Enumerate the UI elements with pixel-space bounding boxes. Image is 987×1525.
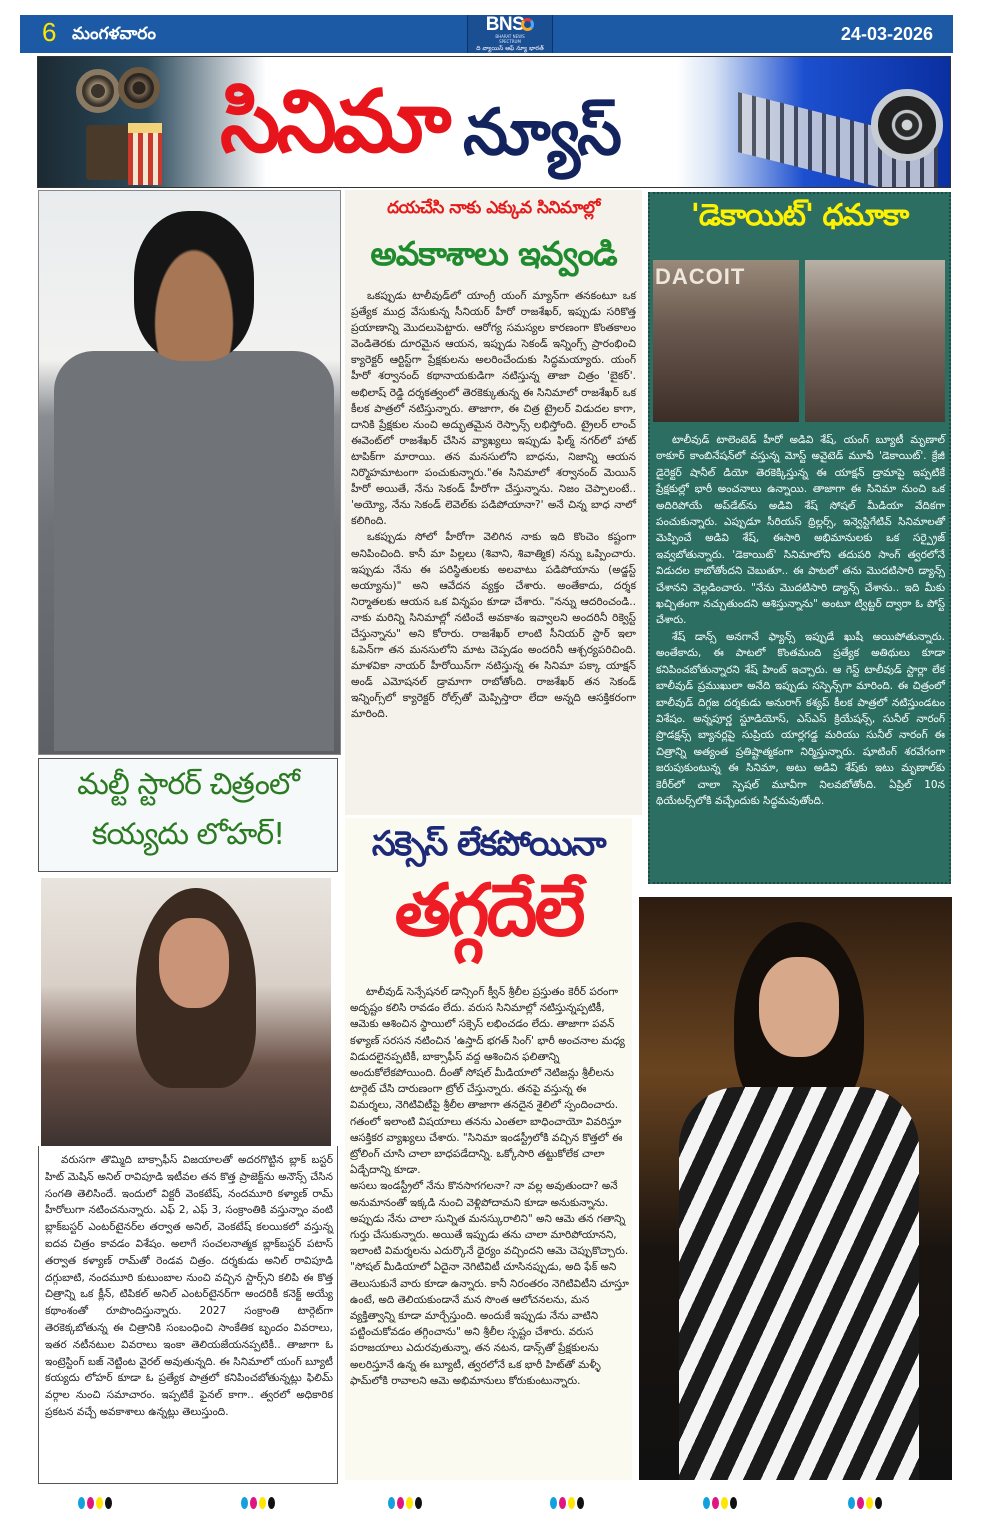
paragraph: అసలు ఇండస్ట్రీలో నేను కొనసాగగలనా? నా వల్ల అవుతుందా? అనే అనుమానంతో ఇక్కడి నుంచి వెళ్లిపోదామని కూడా అనుకున్నాను. అప్పుడు నేను చాలా సున్నిత మనస్కురాలిని" అని ఆమె తన గతాన్ని గుర్తు చేసుకున్నారు. అయితే ఇప్పుడు తను చాలా మారిపోయానని, ఇలాంటి విమర్శలను ఎదుర్కొనే ధైర్యం వచ్చిందని ఆమె చెప్పుకొచ్చారు. "సోషల్ మీడియాలో ఏదైనా నెగిటివిటీ చూసినప్పుడు, అది ఫేక్ అని తెలుసుకునే వారు కూడా ఉన్నారు. కానీ నిరంతరం నెగిటివిటీని చూస్తూ ఉంటే, అది తెలియకుండానే మన సొంత ఆలోచనలను, మన వ్యక్తిత్వాన్ని కూడా మార్చేస్తుంది. అందుకే ఇప్పుడు నేను వాటిని పట్టించుకోవడం తగ్గించాను" అని శ్రీలీల స్పష్టం చేశారు. వరుస పరాజయాలు ఎదురవుతున్నా, తన నటన, డాన్స్‌తో ప్రేక్షకులను అలరిస్తూనే ఉన్న ఈ బ్యూటీ, త్వరలోనే ఒక భారీ హిట్‌తో మళ్ళీ ఫామ్‌లోకి రావాలని ఆమె అభిమానులు కోరుకుంటున్నారు. <box>350 1180 629 1387</box>
paragraph: ఒకప్పుడు సోలో హీరోగా వెలిగిన నాకు ఇది కొంచెం కష్టంగా అనిపించింది. కానీ మా పిల్లలు (శివాని, శివాత్మిక) నన్ను ఒప్పించారు. ఇప్పుడు నేను ఈ పరిస్థితులకు అలవాటు పడిపోయాను (అడ్జస్ట్ అయ్యాను)" అని ఆవేదన వ్యక్తం చేశారు. అంతేకాదు, దర్శక నిర్మాతలకు ఆయన ఒక విన్నపం కూడా చేశారు. "నన్ను ఆదరించండి.. నాకు మరిన్ని సినిమాల్లో నటించే అవకాశం ఇవ్వాలని అందరినీ రిక్వెస్ట్ చేస్తున్నాను" అని కోరారు. రాజశేఖర్ లాంటి సీనియర్ స్టార్ ఇలా ఓపెన్‌గా తన మనసులోని మాట చెప్పడం అందరినీ ఆశ్చర్యపరిచింది. మాళవికా నాయర్ హీరోయిన్‌గా నటిస్తున్న ఈ సినిమా పక్కా యాక్షన్ అండ్ ఎమోషనల్ డ్రామాగా రాబోతోంది. రాజశేఖర్ తన సెకండ్ ఇన్నింగ్స్‌లో క్యారెక్టర్ రోల్స్‌తో మెప్పిస్తారా లేదా అన్నది ఆసక్తికరంగా మారింది. <box>351 531 636 721</box>
registration-marks <box>848 1497 882 1509</box>
article-body <box>351 288 636 723</box>
dacoit-still-photo <box>805 260 945 422</box>
article-body <box>350 984 630 1389</box>
popcorn-icon <box>128 123 162 185</box>
article-headline: 'డెకాయిట్' ధమాకా <box>690 198 909 233</box>
film-projector-icon <box>56 65 176 185</box>
cinema-news-banner <box>37 56 951 188</box>
logo-subtitle-2: SPECTRUM <box>499 39 521 44</box>
article-kayadu-headline-box <box>38 758 338 872</box>
page-header-bar <box>20 15 953 53</box>
swirl-icon <box>521 18 534 31</box>
issue-date: 24-03-2026 <box>840 24 933 44</box>
registration-marks <box>550 1497 584 1509</box>
article-headline-2: కయ్యదు లోహర్! <box>91 817 285 852</box>
article-headline: అవకాశాలు ఇవ్వండి <box>370 234 617 273</box>
weekday: మంగళవారం <box>72 24 156 44</box>
article-kayadu <box>38 1146 338 1484</box>
article-body <box>656 432 945 809</box>
paragraph: వరుసగా తొమ్మిది బాక్సాఫీస్ విజయాలతో అదరగొట్టిన బ్లాక్ బస్టర్ హిట్ మెషిన్ అనిల్ రావిపూడి ఇటీవల తన కొత్త ప్రాజెక్ట్‌ను అనౌన్స్ చేసిన సంగతి తెలిసిందే. ఇందులో విక్టరీ వెంకటేష్, నందమూరి కళ్యాణ్ రామ్ హీరోలుగా నటించనున్నారు. ఎఫ్ 2, ఎఫ్ 3, సంక్రాంతికి వస్తున్నాం వంటి బ్లాక్‌బస్టర్ ఎంటర్‌టైనర్‌ల తర్వాత అనిల్, వెంకటేష్ కలయికలో వస్తున్న ఐదవ చిత్రం కావడం విశేషం. అలాగే సంచలనాత్మక బ్లాక్‌బస్టర్ పటాస్ తర్వాత కళ్యాణ్ రామ్‌తో రెండవ చిత్రం. దర్శకుడు అనిల్ రావిపూడి దగ్గుబాటి, నందమూరి కుటుంబాల నుంచి వచ్చిన స్టార్స్‌ని కలిపి ఈ కొత్త చిత్రాన్ని ఒక క్లీన్, టిపికల్ అనిల్ ఎంటర్‌టైనర్‌గా అందరికీ కనెక్ట్ అయ్యే కథాంశంతో రూపొందిస్తున్నారు. 2027 సంక్రాంతి టార్గెట్‌గా తెరకెక్కబోతున్న ఈ చిత్రానికి సంబంధించి సాంకేతిక బృందం వివరాలు, ఇతర నటీనటుల వివరాలు ఇంకా తెలియజేయనప్పటికీ.. తాజాగా ఓ ఇంట్రెస్టింగ్ బజ్ నెట్టింట వైరల్ అవుతున్నది. ఈ సినిమాలో యంగ్ బ్యూటీ కయ్యదు లోహర్ కూడా ఓ ప్రత్యేక పాత్రలో కనిపించబోతున్నట్లు ఫిలిమ్ వర్గాల నుంచి సమాచారం. ఇప్పటికే ఫైనల్ కాగా.. త్వరలో అధికారిక ప్రకటన వచ్చే అవకాశాలు ఉన్నట్లు తెలుస్తుంది. <box>45 1154 333 1418</box>
sreeleela-photo <box>639 897 952 1480</box>
kayadu-lohar-photo <box>41 878 331 1146</box>
bns-logo <box>467 15 553 53</box>
rajasekhar-photo <box>38 190 341 755</box>
article-sreeleela <box>345 818 632 1480</box>
banner-title-cinema: సినిమా <box>220 72 448 172</box>
page-number: 6 <box>42 17 57 47</box>
paragraph: ఒకప్పుడు టాలీవుడ్‌లో యాంగ్రీ యంగ్ మ్యాన్‌గా తనకంటూ ఒక ప్రత్యేక ముద్ర వేసుకున్న సీనియర్ హీరో రాజశేఖర్, ఇప్పుడు సరికొత్త ప్రయాణాన్ని మొదలుపెట్టారు. ఆరోగ్య సమస్యల కారణంగా కొంతకాలం వెండితెరకు దూరమైన ఆయన, ఇప్పుడు సెకండ్ ఇన్నింగ్స్ ప్రారంభించి క్యారెక్టర్ ఆర్టిస్ట్‌గా ప్రేక్షకులను అలరించేందుకు సిద్ధమయ్యారు. యంగ్ హీరో శర్వానంద్ కథానాయకుడిగా నటిస్తున్న తాజా చిత్రం 'బైకర్'. అభిలాష్ రెడ్డి దర్శకత్వంలో తెరకెక్కుతున్న ఈ సినిమాలో రాజశేఖర్ ఒక కీలక పాత్రలో నటిస్తున్నారు. తాజాగా, ఈ చిత్ర ట్రైలర్ విడుదల కాగా, దానికి ప్రేక్షకుల నుంచి అద్భుతమైన రెస్పాన్స్ లభిస్తోంది. ట్రైలర్ లాంచ్ ఈవెంట్‌లో రాజశేఖర్ చేసిన వ్యాఖ్యలు ఇప్పుడు ఫిల్మ్ నగర్‌లో హాట్ టాపిక్‌గా మారాయి. తన మనసులోని బాధను, నిజాన్ని ఆయన నిర్మొహమాటంగా పంచుకున్నారు."ఈ సినిమాలో శర్వానంద్ మెయిన్ హీరో అయితే, నేను సెకండ్ హీరోగా చేస్తున్నాను. నిజం చెప్పాలంటే.. 'అయ్యో, నేను సెకండ్ లెవెల్‌కు పడిపోయానా?' అనే చిన్న బాధ నాలో కలిగింది. <box>351 290 636 528</box>
article-headline: సక్సెస్ లేకపోయినా <box>371 824 606 864</box>
poster-title: DACOIT <box>655 264 746 289</box>
registration-marks <box>388 1497 422 1509</box>
logo-subtitle: BHARAT NEWS <box>495 34 525 39</box>
article-headline-2: తగ్గదేలే <box>394 868 583 952</box>
article-body <box>45 1152 333 1421</box>
registration-marks <box>78 1497 112 1509</box>
paragraph: టాలీవుడ్ టాలెంటెడ్ హీరో అడివి శేష్, యంగ్ బ్యూటీ మృణాల్ ఠాకూర్ కాంబినేషన్‌లో వస్తున్న మోస్ట్ అవైటెడ్ మూవీ 'డెకాయిట్'. క్రేజీ డైరెక్టర్ షానీల్ డియో తెరకెక్కిస్తున్న ఈ యాక్షన్ డ్రామాపై ఇప్పటికే ప్రేక్షకుల్లో భారీ అంచనాలు ఉన్నాయి. తాజాగా ఈ సినిమా నుంచి ఒక అదిరిపోయే అప్‌డేట్‌ను అడివి శేష్ సోషల్ మీడియా వేదికగా పంచుకున్నారు. ఎప్పుడూ సీరియస్ థ్రిల్లర్స్, ఇన్వెస్టిగేటివ్ సినిమాలతో మెప్పించే అడివి శేష్, ఈసారి అభిమానులకు ఒక సర్ప్రైజ్ ఇవ్వబోతున్నారు. 'డెకాయిట్' సినిమాలోని తదుపరి సాంగ్ త్వరలోనే విడుదల కాబోతోందని చెబుతూ.. ఈ పాటలో తను మొదటిసారి డ్యాన్స్ చేశానని వెల్లడించారు. "నేను మొదటిసారి డ్యాన్స్ చేశాను.. ఇది మీకు ఖచ్చితంగా నచ్చుతుందని ఆశిస్తున్నాను" అంటూ ట్విట్టర్ ద్వారా ఓ పోస్ట్ చేశారు. <box>656 434 945 627</box>
article-headline: మల్టీ స్టారర్ చిత్రంలో <box>77 767 299 802</box>
paragraph: టాలీవుడ్ సెన్సేషనల్ డాన్సింగ్ క్వీన్ శ్రీలీల ప్రస్తుతం కెరీర్ పరంగా అదృష్టం కలిసి రావడం లేదు. వరుస సినిమాల్లో నటిస్తున్నప్పటికీ, ఆమెకు ఆశించిన స్థాయిలో సక్సెస్ లభించడం లేదు. తాజాగా పవన్ కళ్యాణ్ సరసన నటించిన 'ఉస్తాద్ భగత్ సింగ్' భారీ అంచనాల మధ్య విడుదలైనప్పటికీ, బాక్సాఫీస్ వద్ద ఆశించిన ఫలితాన్ని అందుకోలేకపోయింది. దీంతో సోషల్ మీడియాలో నెటిజన్లు శ్రీలీలను టార్గెట్ చేసి దారుణంగా ట్రోల్ చేస్తున్నారు. తనపై వస్తున్న ఈ విమర్శలు, నెగిటివిటీపై శ్రీలీల తాజాగా తనదైన శైలిలో స్పందించారు. గతంలో ఇలాంటి విషయాలు తనను ఎంతలా బాధించాయో వివరిస్తూ ఆసక్తికర వ్యాఖ్యలు చేశారు. "సినిమా ఇండస్ట్రీలోకి వచ్చిన కొత్తలో ఈ ట్రోలింగ్ చూసి చాలా బాధపడేదాన్ని. ఒక్కోసారి తట్టుకోలేక చాలా ఏడ్చేదాన్ని కూడా. <box>350 986 625 1177</box>
film-reel-icon <box>871 89 943 161</box>
article-kicker: దయచేసి నాకు ఎక్కువ సినిమాల్లో <box>387 198 600 218</box>
dacoit-poster-photo <box>653 260 799 422</box>
banner-title-news: న్యూస్ <box>463 96 619 170</box>
logo-tagline: ది వ్యాయిస్ ఆఫ్ న్యూ భారత్ <box>476 45 544 52</box>
registration-marks <box>241 1497 275 1509</box>
registration-marks <box>703 1497 737 1509</box>
article-rajasekhar <box>345 190 642 815</box>
paragraph: శేష్ డాన్స్ అనగానే ఫ్యాన్స్ ఇప్పుడే ఖుషీ అయిపోతున్నారు. అంతేకాదు, ఈ పాటలో కొంతమంది ప్రత్యేక అతిథులు కూడా కనిపించబోతున్నారని శేష్ హింట్ ఇచ్చారు. ఆ గెస్ట్ టాలీవుడ్ స్టార్లా లేక బాలీవుడ్ ప్రముఖులా అనేది ఇప్పుడు సస్పెన్స్‌గా మారింది. ఈ చిత్రంలో బాలీవుడ్ దిగ్గజ దర్శకుడు అనురాగ్ కశ్యప్ కీలక పాత్రలో నటిస్తుండటం విశేషం. అన్నపూర్ణ స్టూడియోస్, ఎస్ఎస్ క్రియేషన్స్, సునీల్ నారంగ్ ప్రొడక్షన్స్ బ్యానర్లపై సుప్రియ యార్లగడ్డ మరియు సునీల్ నారంగ్ ఈ చిత్రాన్ని అత్యంత ప్రతిష్టాత్మకంగా నిర్మిస్తున్నారు. షూటింగ్ శరవేగంగా జరుపుకుంటున్న ఈ సినిమా, అటు అడివి శేష్‌కు ఇటు మృణాల్‌కు కెరీర్‌లో చాలా స్పెషల్ మూవీగా నిలవబోతోంది. ఏప్రిల్ 10న థియేటర్స్‌లోకి వచ్చేందుకు సిద్ధమవుతోంది. <box>656 630 945 807</box>
logo-text: BNS <box>485 14 525 35</box>
